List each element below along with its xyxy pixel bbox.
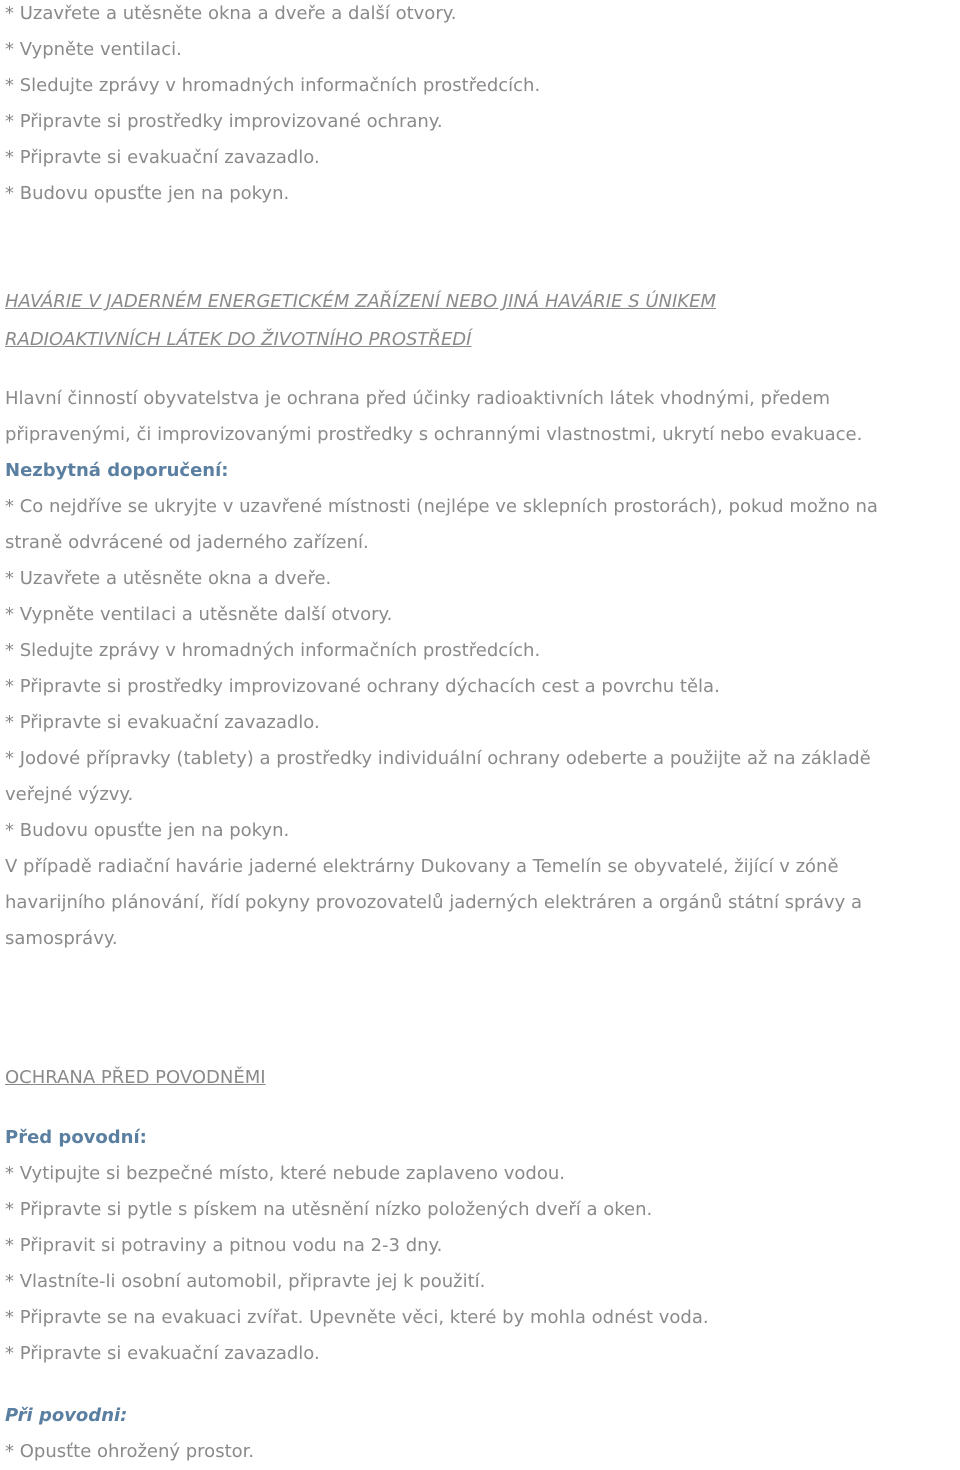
nuclear-body xyxy=(5,381,878,957)
list-item: * Vypněte ventilaci. xyxy=(5,39,182,60)
paragraph-line: samosprávy. xyxy=(5,928,118,949)
list-item: * Připravte se na evakuaci zvířat. Upevněte věci, které by mohla odnést voda. xyxy=(5,1307,709,1328)
list-item: * Připravit si potraviny a pitnou vodu na 2-3 dny. xyxy=(5,1235,443,1256)
flood-before xyxy=(5,1120,709,1372)
flood-during xyxy=(5,1398,254,1470)
list-item: * Připravte si prostředky improvizované ochrany dýchacích cest a povrchu těla. xyxy=(5,676,720,697)
list-item: * Budovu opusťte jen na pokyn. xyxy=(5,820,290,841)
top-list xyxy=(5,0,540,212)
nuclear-subheading: Nezbytná doporučení: xyxy=(5,460,229,481)
nuclear-intro-line2: připravenými, či improvizovanými prostředky s ochrannými vlastnostmi, ukrytí nebo evakuace. xyxy=(5,424,863,445)
list-item: * Připravte si pytle s pískem na utěsnění nízko položených dveří a oken. xyxy=(5,1199,653,1220)
list-item: * Sledujte zprávy v hromadných informačních prostředcích. xyxy=(5,640,541,661)
list-item: * Opusťte ohrožený prostor. xyxy=(5,1441,255,1462)
list-item: * Vypněte ventilaci a utěsněte další otvory. xyxy=(5,604,393,625)
list-item: * Uzavřete a utěsněte okna a dveře. xyxy=(5,568,332,589)
list-item: veřejné výzvy. xyxy=(5,784,134,805)
list-item: * Připravte si evakuační zavazadlo. xyxy=(5,712,320,733)
list-item: * Vlastníte-li osobní automobil, připravte jej k použití. xyxy=(5,1271,486,1292)
list-item: * Sledujte zprávy v hromadných informačních prostředcích. xyxy=(5,75,541,96)
flood-section xyxy=(5,1059,266,1097)
list-item: * Budovu opusťte jen na pokyn. xyxy=(5,183,290,204)
list-item: * Připravte si prostředky improvizované ochrany. xyxy=(5,111,443,132)
during-flood-heading: Při povodni: xyxy=(5,1405,128,1426)
paragraph-line: V případě radiační havárie jaderné elektrárny Dukovany a Temelín se obyvatelé, žijící v zóně xyxy=(5,856,839,877)
list-item: * Vytipujte si bezpečné místo, které nebude zaplaveno vodou. xyxy=(5,1163,565,1184)
list-item: * Uzavřete a utěsněte okna a dveře a další otvory. xyxy=(5,3,457,24)
nuclear-heading-line1: HAVÁRIE V JADERNÉM ENERGETICKÉM ZAŘÍZENÍ NEBO JINÁ HAVÁRIE S ÚNIKEM xyxy=(5,291,717,312)
list-item: * Co nejdříve se ukryjte v uzavřené místnosti (nejlépe ve sklepních prostorách), pokud možno na xyxy=(5,496,878,517)
list-item: * Připravte si evakuační zavazadlo. xyxy=(5,147,320,168)
flood-heading: OCHRANA PŘED POVODNĚMI xyxy=(5,1067,266,1088)
nuclear-section xyxy=(5,283,716,359)
list-item: * Jodové přípravky (tablety) a prostředky individuální ochrany odeberte a použijte až na základě xyxy=(5,748,871,769)
before-flood-heading: Před povodní: xyxy=(5,1127,147,1148)
paragraph-line: havarijního plánování, řídí pokyny provozovatelů jaderných elektráren a orgánů státní správy a xyxy=(5,892,862,913)
nuclear-intro-line1: Hlavní činností obyvatelstva je ochrana před účinky radioaktivních látek vhodnými, předem xyxy=(5,388,831,409)
nuclear-heading-line2: RADIOAKTIVNÍCH LÁTEK DO ŽIVOTNÍHO PROSTŘEDÍ xyxy=(5,329,472,350)
list-item: * Připravte si evakuační zavazadlo. xyxy=(5,1343,320,1364)
list-item: straně odvrácené od jaderného zařízení. xyxy=(5,532,369,553)
